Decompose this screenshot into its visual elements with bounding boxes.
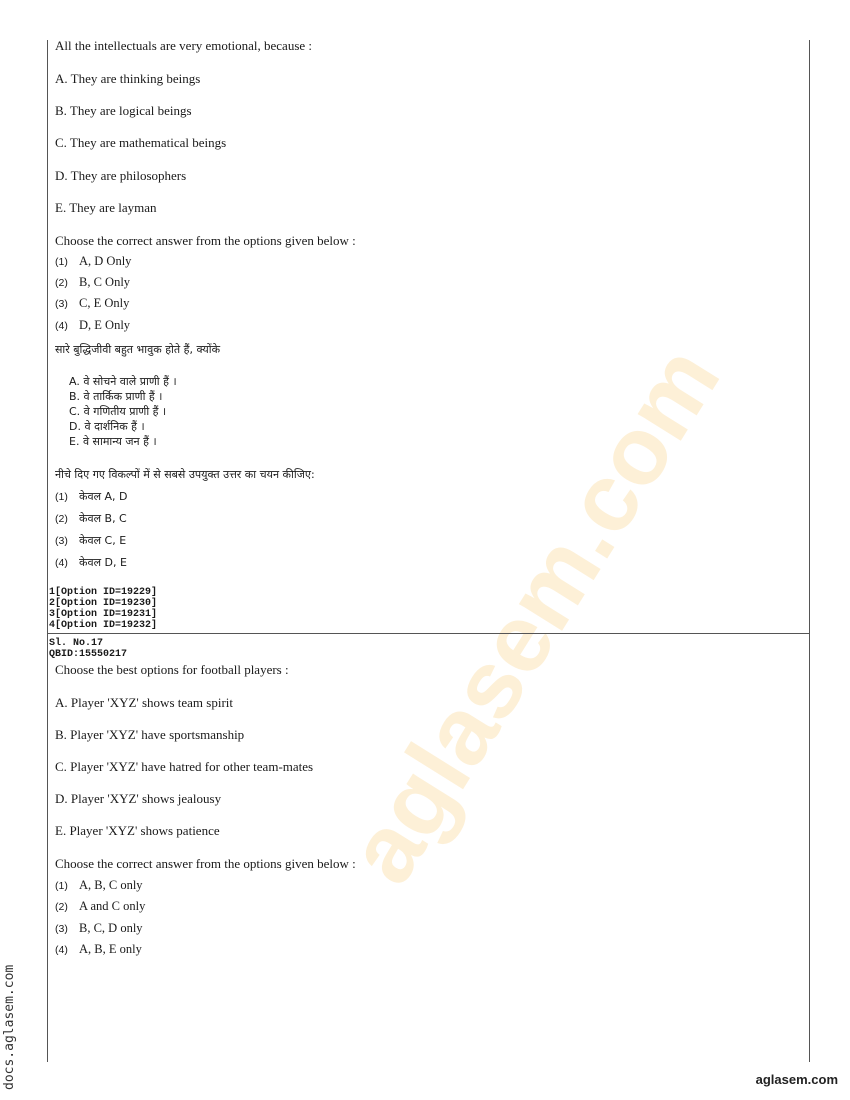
option-text: B, C, D only [79,921,143,935]
choose-instruction: Choose the correct answer from the options given below : [55,233,356,248]
hindi-statement-d: D. वे दार्शनिक हैं । [69,420,145,433]
option-text: A and C only [79,899,146,913]
option-number: (2) [55,901,68,913]
option-3[interactable] [55,296,129,311]
question-17 [55,662,795,962]
statement-b: B. Player 'XYZ' have sportsmanship [55,727,245,742]
option-id-2: 2[Option ID=19230] [49,598,158,609]
option-id-1: 1[Option ID=19229] [49,587,158,598]
side-url[interactable]: docs.aglasem.com [2,964,17,1090]
option-number: (4) [55,320,68,332]
hindi-statement-a: A. वे सोचने वाले प्राणी हैं । [69,375,177,388]
statement-e: E. Player 'XYZ' shows patience [55,823,220,838]
option-2[interactable] [55,275,130,290]
question-meta [49,638,127,660]
option-number: (3) [55,535,68,547]
brand-link[interactable]: aglasem.com [755,1072,838,1087]
option-number: (4) [55,557,68,569]
option-text: केवल B, C [79,512,127,525]
hindi-choose-instruction: नीचे दिए गए विकल्पों में से सबसे उपयुक्त उत्तर का चयन कीजिए: [55,468,315,481]
option-number: (1) [55,880,68,892]
option-4[interactable] [55,942,142,957]
option-3[interactable] [55,921,143,936]
option-number: (3) [55,923,68,935]
option-number: (2) [55,277,68,289]
option-number: (4) [55,944,68,956]
left-border [47,40,48,1062]
hindi-statement-b: B. वे तार्किक प्राणी हैं । [69,390,163,403]
right-border [809,40,810,1062]
hindi-statement-e: E. वे सामान्य जन हैं । [69,435,157,448]
watermark: aglasem.com [327,328,741,902]
question-16 [55,38,795,598]
question-text: Choose the best options for football players : [55,662,289,677]
choose-instruction: Choose the correct answer from the options given below : [55,856,356,871]
statement-b: B. They are logical beings [55,103,192,118]
option-text: A, B, E only [79,942,142,956]
option-id-4: 4[Option ID=19232] [49,620,158,631]
hindi-option-1[interactable] [55,489,128,504]
statement-e: E. They are layman [55,200,157,215]
option-text: केवल A, D [79,490,128,503]
statement-a: A. They are thinking beings [55,71,201,86]
hindi-option-2[interactable] [55,511,127,526]
statement-a: A. Player 'XYZ' shows team spirit [55,695,233,710]
option-number: (1) [55,256,68,268]
statement-d: D. Player 'XYZ' shows jealousy [55,791,222,806]
option-text: B, C Only [79,275,131,289]
option-number: (2) [55,513,68,525]
statement-c: C. They are mathematical beings [55,135,227,150]
statement-c: C. Player 'XYZ' have hatred for other team-mates [55,759,314,774]
option-text: केवल C, E [79,534,127,547]
serial-number: Sl. No.17 [49,638,104,649]
qbid: QBID:15550217 [49,649,128,660]
hindi-question-text: सारे बुद्धिजीवी बहुत भावुक होते हैं, क्योंके [55,343,221,356]
option-text: A, B, C only [79,878,143,892]
option-text: A, D Only [79,254,132,268]
option-1[interactable] [55,254,131,269]
hindi-statement-c: C. वे गणितीय प्राणी हैं । [69,405,167,418]
option-text: D, E Only [79,318,131,332]
hindi-option-3[interactable] [55,533,126,548]
option-1[interactable] [55,878,143,893]
option-2[interactable] [55,899,145,914]
statement-d: D. They are philosophers [55,168,187,183]
hindi-option-4[interactable] [55,555,127,570]
option-number: (3) [55,298,68,310]
question-text: All the intellectuals are very emotional, because : [55,38,313,53]
option-number: (1) [55,491,68,503]
option-text: C, E Only [79,296,130,310]
option-id-3: 3[Option ID=19231] [49,609,158,620]
option-4[interactable] [55,318,130,333]
option-id-list [49,587,157,631]
question-divider [47,633,810,634]
option-text: केवल D, E [79,556,127,569]
